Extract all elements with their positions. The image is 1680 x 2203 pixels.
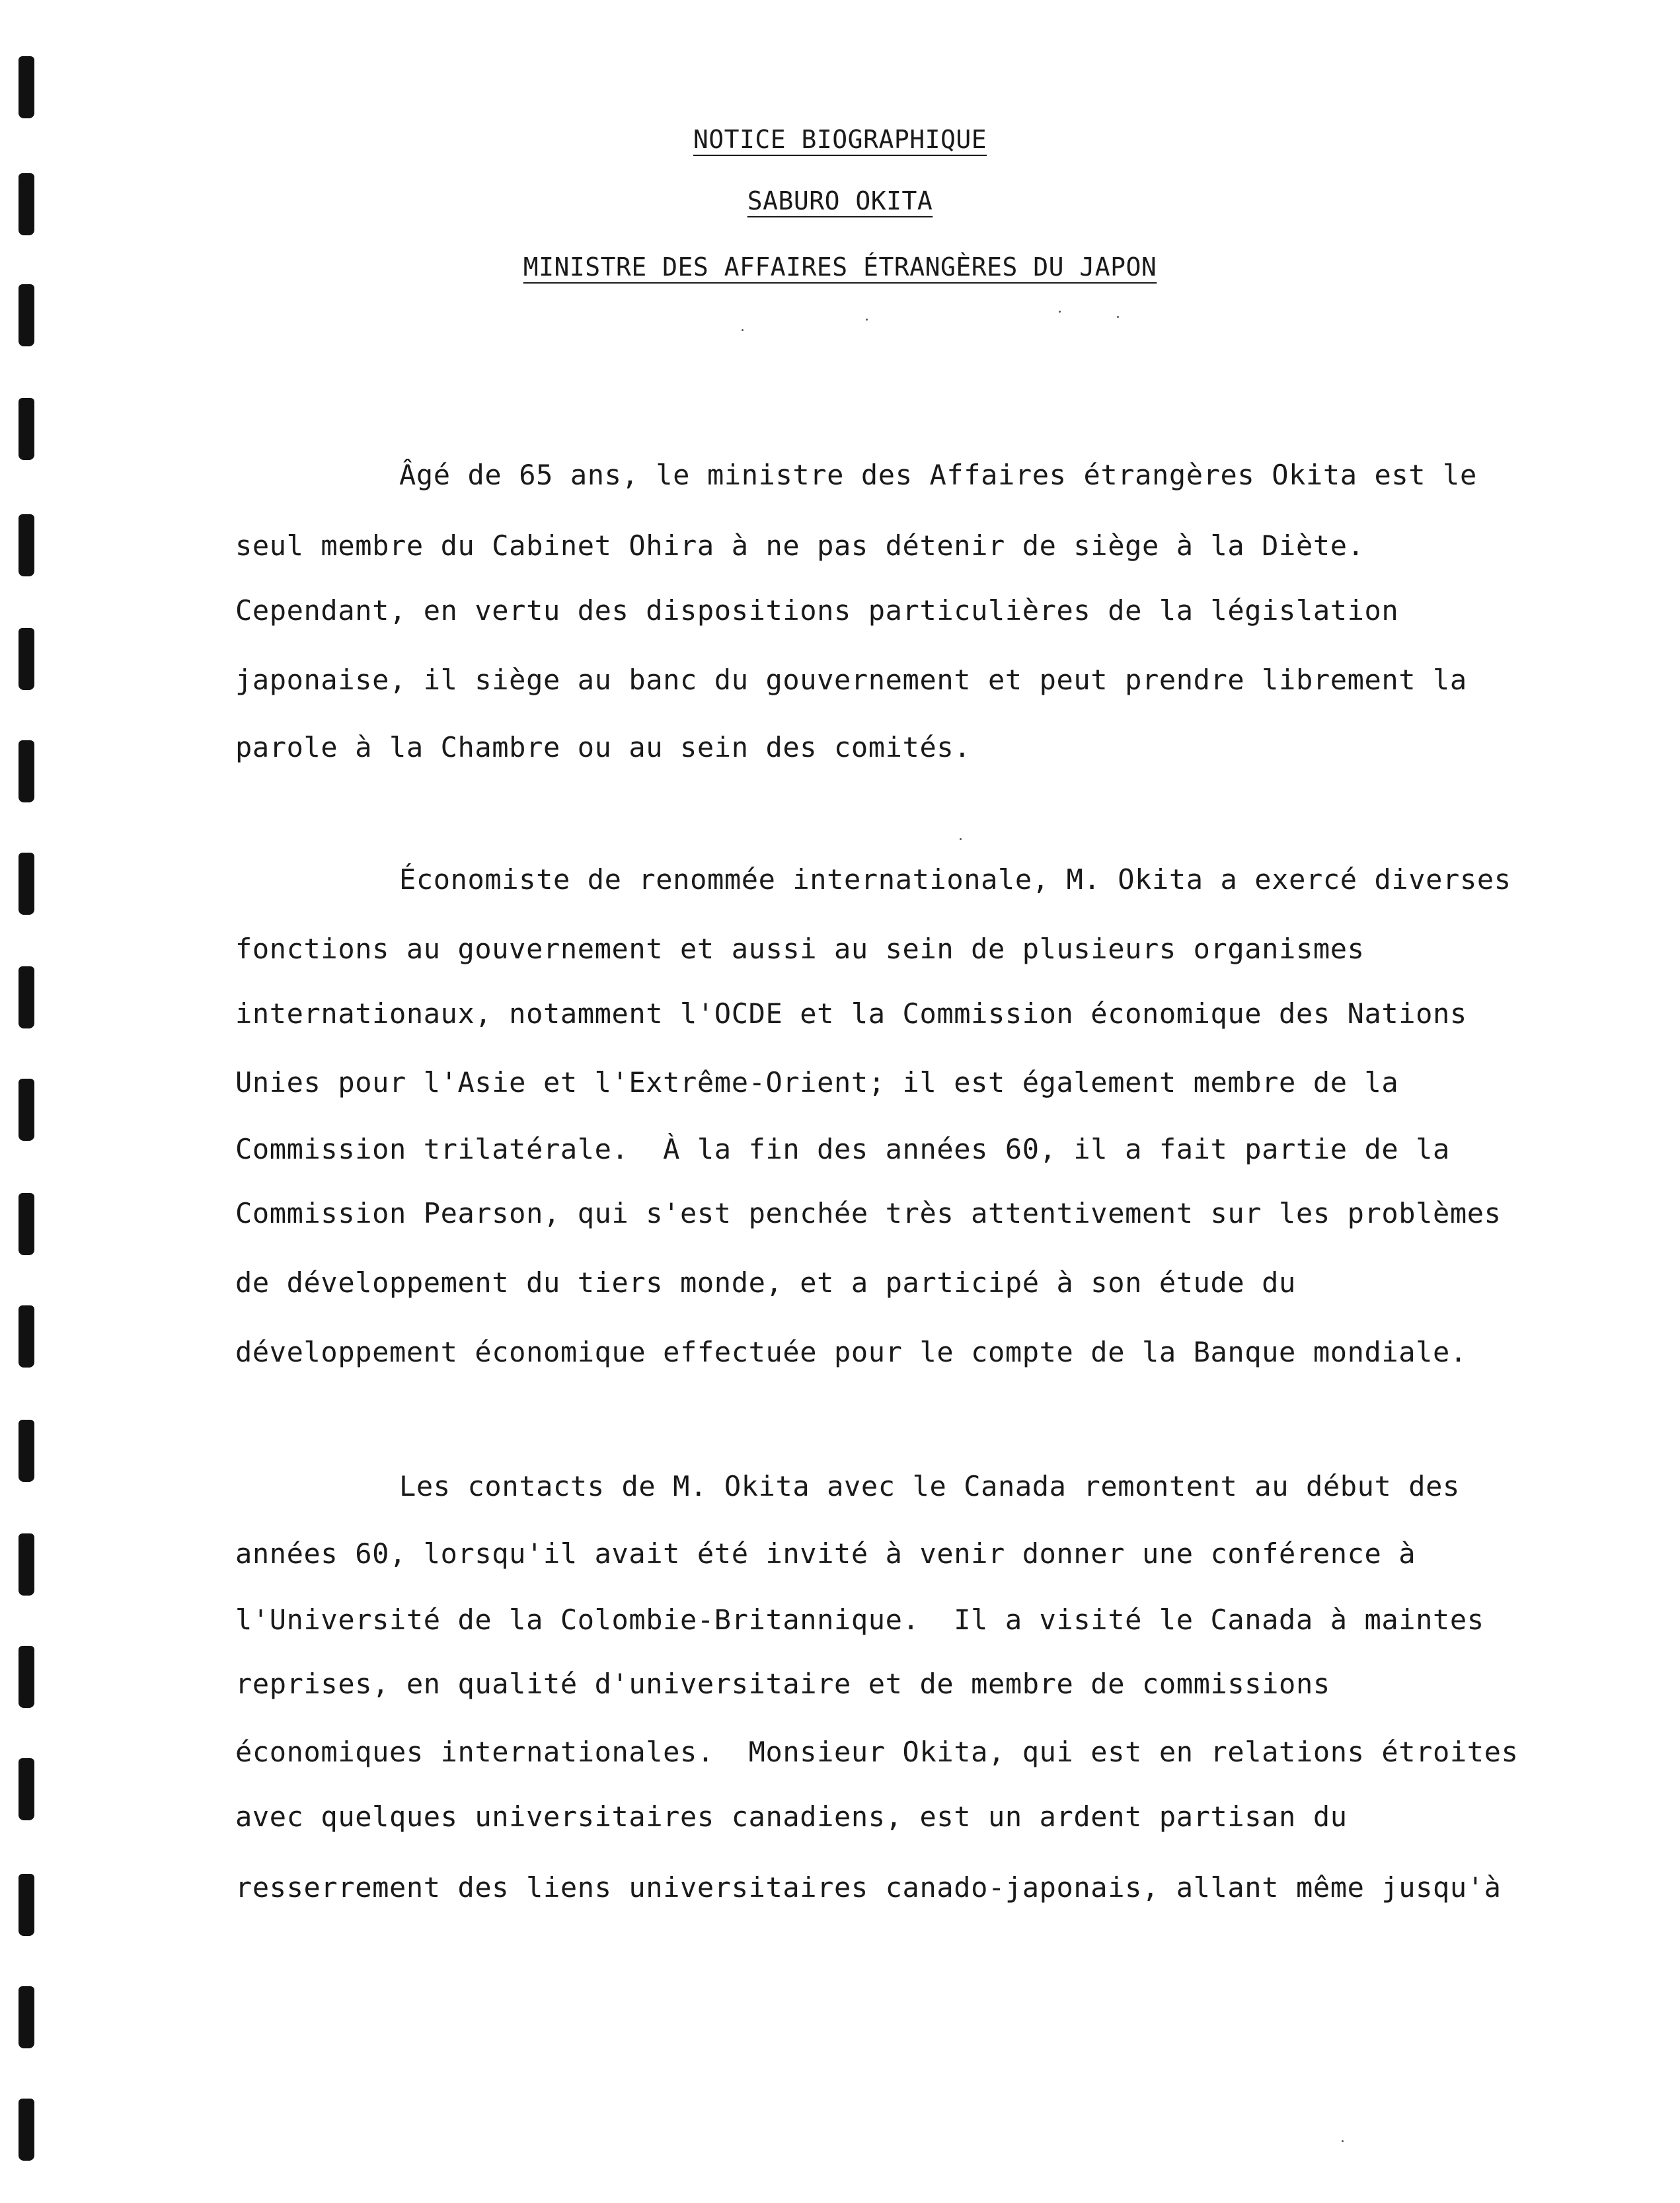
document-title [0,127,1680,152]
binder-mark [19,1986,34,2048]
binder-mark [19,1420,34,1482]
paragraph-line: économiques internationales. Monsieur Okita, qui est en relations étroites [235,1736,1519,1768]
paragraph-line: parole à la Chambre ou au sein des comités. [235,731,972,763]
paragraph-line: Commission Pearson, qui s'est penchée très attentivement sur les problèmes [235,1197,1502,1229]
paragraph-line: l'Université de la Colombie-Britannique. Il a visité le Canada à maintes [235,1604,1484,1636]
binder-mark [19,514,34,576]
binder-mark [19,284,34,346]
paragraph-line: Cependant, en vertu des dispositions particulières de la législation [235,594,1399,627]
paragraph-line: développement économique effectuée pour le compte de la Banque mondiale. [235,1336,1467,1368]
paragraph-line: resserrement des liens universitaires canado-japonais, allant même jusqu'à [235,1871,1502,1904]
heading-role: MINISTRE DES AFFAIRES ÉTRANGÈRES DU JAPON [523,252,1157,282]
scan-speck [742,329,744,331]
binder-mark [19,1646,34,1708]
scan-speck [1117,316,1119,318]
binder-mark [19,1533,34,1596]
document-subject [0,188,1680,213]
paragraph-line: de développement du tiers monde, et a participé à son étude du [235,1266,1296,1299]
paragraph-line: Commission trilatérale. À la fin des années 60, il a fait partie de la [235,1133,1450,1165]
paragraph-line: Les contacts de M. Okita avec le Canada remontent au début des [399,1470,1460,1502]
heading-name: SABURO OKITA [747,186,933,215]
paragraph-line: fonctions au gouvernement et aussi au sein de plusieurs organismes [235,933,1365,965]
binder-mark [19,1193,34,1255]
binder-mark [19,2099,34,2161]
document-role [0,254,1680,280]
binder-mark [19,1874,34,1936]
binder-mark [19,398,34,460]
paragraph-line: japonaise, il siège au banc du gouvernement et peut prendre librement la [235,664,1467,696]
paragraph-line: Âgé de 65 ans, le ministre des Affaires étrangères Okita est le [399,459,1477,491]
paragraph-line: avec quelques universitaires canadiens, est un ardent partisan du [235,1800,1348,1833]
binder-mark [19,56,34,118]
paragraph-line: Économiste de renommée internationale, M. Okita a exercé diverses [399,863,1511,896]
paragraph-line: seul membre du Cabinet Ohira à ne pas détenir de siège à la Diète. [235,529,1365,562]
paragraph-line: années 60, lorsqu'il avait été invité à venir donner une conférence à [235,1537,1416,1570]
paragraph-line: Unies pour l'Asie et l'Extrême-Orient; il est également membre de la [235,1066,1399,1099]
heading-notice: NOTICE BIOGRAPHIQUE [693,125,987,154]
scan-speck [1059,311,1061,313]
binder-mark [19,1758,34,1820]
binder-mark [19,740,34,802]
binder-mark [19,966,34,1028]
scan-speck [1342,2140,1344,2142]
paragraph-line: internationaux, notamment l'OCDE et la Commission économique des Nations [235,997,1467,1030]
binder-mark [19,1305,34,1368]
binder-mark [19,1079,34,1141]
scan-speck [960,838,962,840]
scan-speck [866,319,868,321]
binder-mark [19,628,34,690]
binder-mark [19,853,34,915]
paragraph-line: reprises, en qualité d'universitaire et de membre de commissions [235,1668,1330,1700]
